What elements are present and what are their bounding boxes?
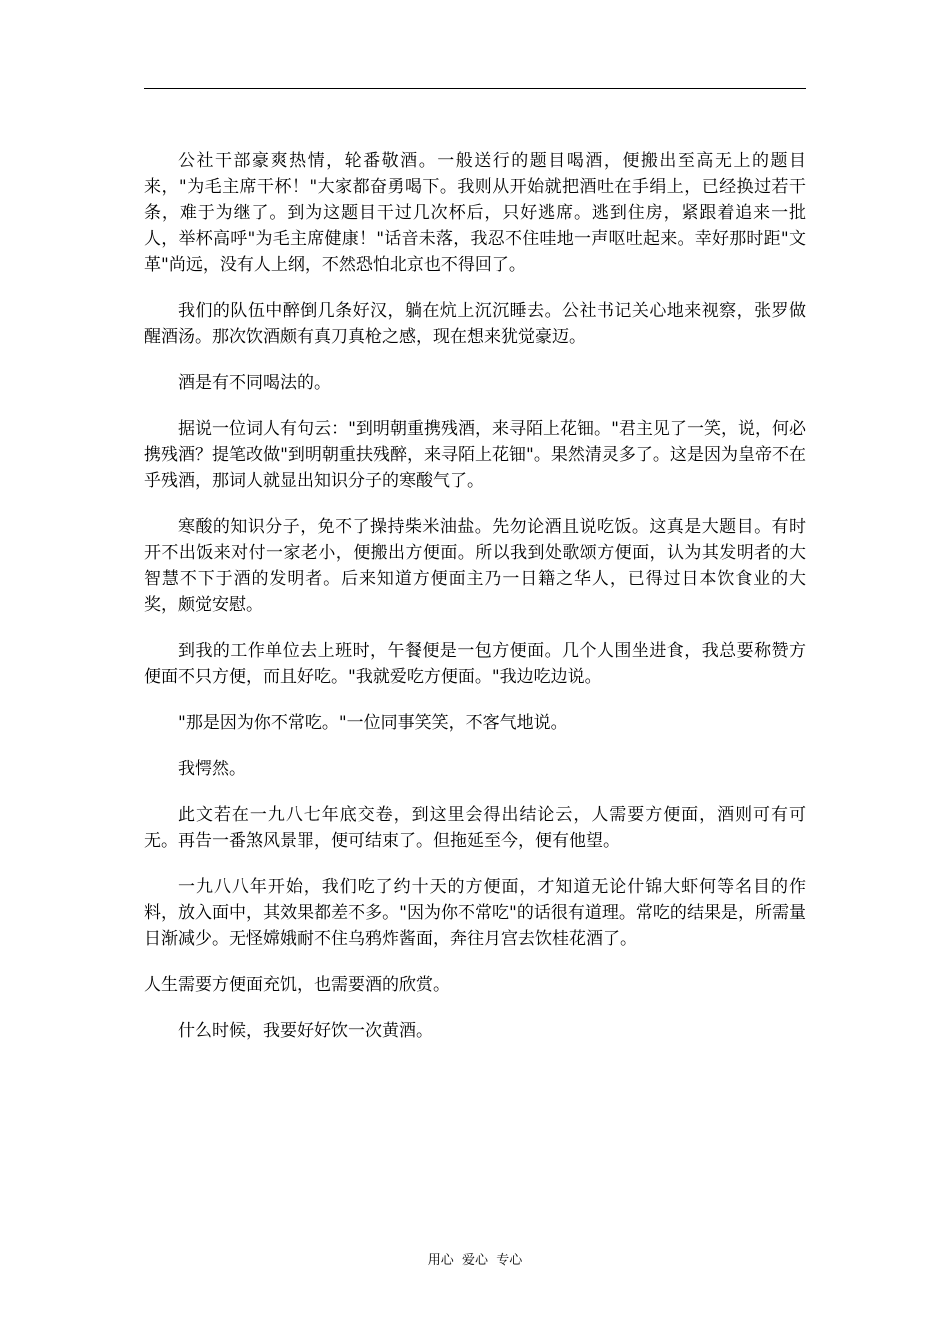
header-rule — [144, 88, 806, 89]
paragraph-2: 我们的队伍中醉倒几条好汉，躺在炕上沉沉睡去。公社书记关心地来视察，张罗做醒酒汤。那次饮酒颇有真刀真枪之感，现在想来犹觉豪迈。 — [144, 301, 806, 347]
paragraph-12: 什么时候，我要好好饮一次黄酒。 — [178, 1021, 433, 1041]
document-body — [144, 148, 806, 1044]
paragraph-11: 人生需要方便面充饥，也需要酒的欣赏。 — [144, 975, 450, 995]
paragraph-7: "那是因为你不常吃。"一位同事笑笑，不客气地说。 — [178, 713, 568, 733]
paragraph-5: 寒酸的知识分子，免不了操持柴米油盐。先勿论酒且说吃饭。这真是大题目。有时开不出饭来对付一家老小，便搬出方便面。所以我到处歌颂方便面，认为其发明者的大智慧不下于酒的发明者。后来知道方便面主乃一日籍之华人，已得过日本饮食业的大奖，颇觉安慰。 — [144, 517, 806, 615]
paragraph-1: 公社干部豪爽热情，轮番敬酒。一般送行的题目喝酒，便搬出至高无上的题目来，"为毛主席干杯！"大家都奋勇喝下。我则从开始就把酒吐在手绢上，已经换过若干条，难于为继了。到为这题目干过几次杯后，只好逃席。逃到住房，紧跟着追来一批人，举杯高呼"为毛主席健康！"话音未落，我忍不住哇地一声呕吐起来。幸好那时距"文革"尚远，没有人上纲，不然恐怕北京也不得回了。 — [144, 151, 806, 275]
page-footer: 用心 爱心 专心 — [427, 1253, 523, 1268]
paragraph-4: 据说一位词人有句云："到明朝重携残酒，来寻陌上花钿。"君主见了一笑，说，何必携残酒？提笔改做"到明朝重扶残醉，来寻陌上花钿"。果然清灵多了。这是因为皇帝不在乎残酒，那词人就显出知识分子的寒酸气了。 — [144, 419, 806, 491]
paragraph-9: 此文若在一九八七年底交卷，到这里会得出结论云，人需要方便面，酒则可有可无。再告一番煞风景罪，便可结束了。但拖延至今，便有他望。 — [144, 805, 806, 851]
paragraph-8: 我愕然。 — [178, 759, 246, 779]
paragraph-3: 酒是有不同喝法的。 — [178, 373, 331, 393]
paragraph-6: 到我的工作单位去上班时，午餐便是一包方便面。几个人围坐进食，我总要称赞方便面不只方便，而且好吃。"我就爱吃方便面。"我边吃边说。 — [144, 641, 806, 687]
paragraph-10: 一九八八年开始，我们吃了约十天的方便面，才知道无论什锦大虾何等名目的作料，放入面中，其效果都差不多。"因为你不常吃"的话很有道理。常吃的结果是，所需量日渐减少。无怪嫦娥耐不住乌鸦炸酱面，奔往月宫去饮桂花酒了。 — [144, 877, 806, 949]
